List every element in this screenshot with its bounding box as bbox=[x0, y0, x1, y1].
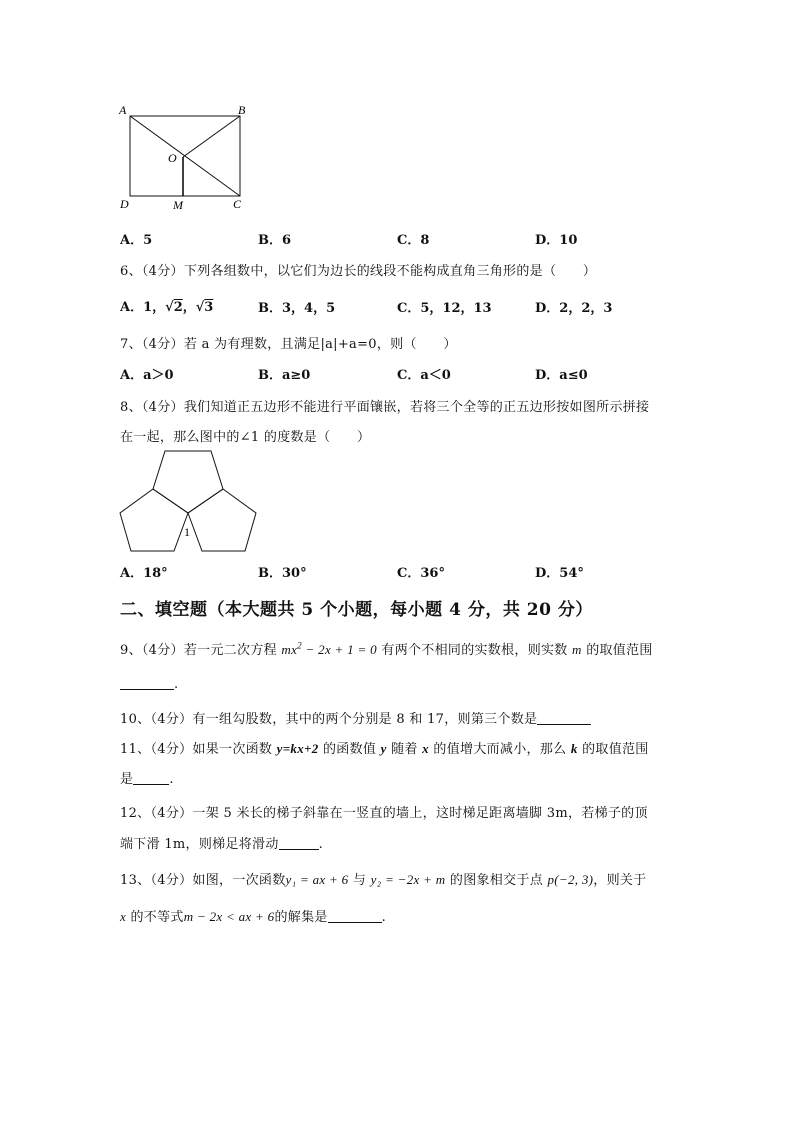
q6-option-a: A．1，√2，√3 bbox=[120, 300, 214, 315]
q8-line1: 8、（4分）我们知道正五边形不能进行平面镶嵌，若将三个全等的正五边形按如图所示拼接 bbox=[120, 400, 650, 415]
q12-line1: 12、（4分）一架 5 米长的梯子斜靠在一竖直的墙上，这时梯足距离墙脚 3m，若梯子的顶 bbox=[120, 806, 648, 821]
q9-line1: 9、（4分）若一元二次方程 $mx^2 - 2x + 1 = 0$ 有两个不相同的实数根，则实数 m 的取值范围 bbox=[120, 640, 653, 658]
q11-answer-blank[interactable] bbox=[133, 772, 169, 785]
rectangle-figure bbox=[115, 100, 250, 215]
q8-option-c: C．36° bbox=[397, 566, 445, 581]
q11-line2: 是 . bbox=[120, 772, 174, 787]
q8-option-b: B．30° bbox=[258, 566, 307, 581]
q7-option-d: D．a≤0 bbox=[535, 368, 588, 383]
angle-1-label: 1 bbox=[184, 525, 190, 539]
label-B: B bbox=[238, 103, 246, 117]
q5-option-a: A．5 bbox=[120, 233, 153, 248]
section2-title: 二、填空题（本大题共 5 个小题，每小题 4 分，共 20 分） bbox=[120, 600, 593, 620]
q10-answer-blank[interactable] bbox=[537, 712, 591, 725]
q9-answer-blank[interactable] bbox=[120, 677, 174, 690]
q6-option-d: D．2，2，3 bbox=[535, 301, 613, 316]
q5-option-d: D．10 bbox=[535, 233, 578, 248]
sqrt2: √2 bbox=[165, 300, 183, 315]
q5-option-c: C．8 bbox=[397, 233, 430, 248]
q6-option-b: B．3，4，5 bbox=[258, 301, 336, 316]
q7-option-a: A．a＞0 bbox=[120, 368, 174, 383]
q12-line2: 端下滑 1m，则梯足将滑动 . bbox=[120, 837, 324, 852]
pentagons-figure bbox=[115, 445, 265, 557]
q8-option-a: A．18° bbox=[120, 566, 168, 581]
q13-answer-blank[interactable] bbox=[328, 910, 382, 923]
q8-option-d: D．54° bbox=[535, 566, 584, 581]
q7-stem: 7、（4分）若 a 为有理数，且满足|a|+a=0，则（ ） bbox=[120, 337, 457, 352]
q6-stem: 6、（4分）下列各组数中，以它们为边长的线段不能构成直角三角形的是（ ） bbox=[120, 264, 597, 279]
q6-option-c: C．5，12，13 bbox=[397, 301, 492, 316]
sqrt3: √3 bbox=[195, 300, 214, 315]
q11-line1: 11、（4分）如果一次函数 y=kx+2 的函数值 y 随着 x 的值增大而减小，那么 k 的取值范围 bbox=[120, 741, 649, 757]
label-C: C bbox=[233, 197, 242, 211]
label-M: M bbox=[173, 198, 183, 212]
q8-line2: 在一起，那么图中的∠1 的度数是（ ） bbox=[120, 430, 371, 445]
q7-option-c: C．a＜0 bbox=[397, 368, 451, 383]
label-O: O bbox=[168, 151, 177, 165]
q7-option-b: B．a≥0 bbox=[258, 368, 311, 383]
q10-line: 10、（4分）有一组勾股数，其中的两个分别是 8 和 17，则第三个数是 bbox=[120, 708, 591, 727]
label-D: D bbox=[120, 197, 129, 211]
q9-equation: $mx^2 - 2x + 1 = 0$ bbox=[281, 640, 377, 657]
q13-line2: x 的不等式m − 2x < ax + 6的解集是 . bbox=[120, 909, 387, 925]
q12-answer-blank[interactable] bbox=[279, 837, 319, 850]
label-A: A bbox=[119, 103, 127, 117]
q5-option-b: B．6 bbox=[258, 233, 292, 248]
q9-line2: . bbox=[120, 677, 178, 692]
q13-line1: 13、（4分）如图，一次函数y₁ = ax + 6 与 y₂ = −2x + m 的图象相交于点 p(−2, 3)，则关于 bbox=[120, 872, 647, 888]
